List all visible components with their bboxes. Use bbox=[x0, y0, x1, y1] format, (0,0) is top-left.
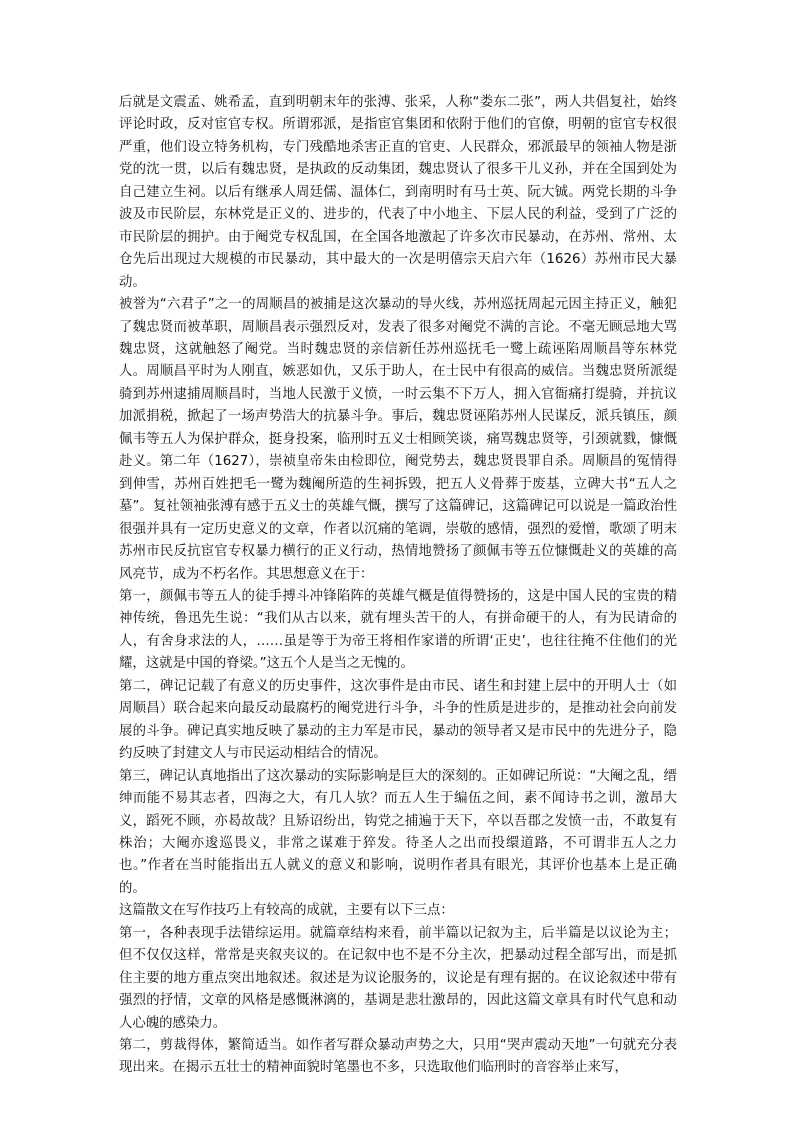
paragraph-point-two: 第二，碑记记载了有意义的历史事件，这次事件是由市民、诸生和封建上层中的开明人士（如周顺昌）联合起来向最反动最腐朽的阉党进行斗争，斗争的性质是进步的，是推动社会向前发展的斗争。碑记真实地反映了暴动的主力军是市民，暴动的领导者又是市民中的先进分子，隐约反映了封建文人与市民运动相结合的情况。 bbox=[119, 678, 677, 762]
paragraph-technique-two: 第二，剪裁得体，繁简适当。如作者写群众暴动声势之大，只用“哭声震动天地”一句就充分表现出来。在揭示五壮士的精神面貌时笔墨也不多，只选取他们临刑时的音容举止来写， bbox=[119, 1038, 677, 1076]
paragraph-point-one: 第一，颜佩韦等五人的徒手搏斗冲锋陷阵的英雄气概是值得赞扬的，这是中国人民的宝贵的精神传统，鲁迅先生说：“我们从古以来，就有埋头苦干的人，有拼命硬干的人，有为民请命的人，有舍身求法的人，……虽是等于为帝王将相作家谱的所谓‘正史’，也往往掩不住他们的光耀，这就是中国的脊梁。”这五个人是当之无愧的。 bbox=[119, 588, 677, 672]
document-body bbox=[119, 92, 677, 1080]
paragraph-point-three: 第三，碑记认真地指出了这次暴动的实际影响是巨大的深刻的。正如碑记所说：“大阉之乱，缙绅而能不易其志者，四海之大，有几人欤？而五人生于编伍之间，素不闻诗书之训，激昂大义，蹈死不顾，亦曷故哉？且矫诏纷出，钩党之捕遍于天下，卒以吾郡之发愤一击，不敢复有株治；大阉亦逡巡畏义，非常之谋难于猝发。待圣人之出而投缳道路，不可谓非五人之力也。”作者在当时能指出五人就义的意义和影响，说明作者具有眼光，其评价也基本上是正确的。 bbox=[119, 768, 677, 896]
paragraph-technique-one: 第一，各种表现手法错综运用。就篇章结构来看，前半篇以记叙为主，后半篇是以议论为主；但不仅仅这样，常常是夹叙夹议的。在记叙中也不是不分主次，把暴动过程全部写出，而是抓住主要的地方重点突出地叙述。叙述是为议论服务的，议论是有理有据的。在议论叙述中带有强烈的抒情，文章的风格是感慨淋漓的，基调是悲壮激昂的，因此这篇文章具有时代气息和动人心魄的感染力。 bbox=[119, 925, 677, 1031]
paragraph-incident: 被誉为“六君子”之一的周顺昌的被捕是这次暴动的导火线，苏州巡抚周起元因主持正义，触犯了魏忠贤而被革职，周顺昌表示强烈反对，发表了很多对阉党不满的言论。不毫无顾忌地大骂魏忠贤，这就触怒了阉党。当时魏忠贤的亲信新任苏州巡抚毛一鹭上疏诬陷周顺昌等东林党人。周顺昌平时为人刚直，嫉恶如仇，又乐于助人，在士民中有很高的威信。当魏忠贤所派缇骑到苏州逮捕周顺昌时，当地人民激于义愤，一时云集不下万人，拥入官衙痛打缇骑，并抗议加派捐税，掀起了一场声势浩大的抗暴斗争。事后，魏忠贤诬陷苏州人民谋反，派兵镇压，颜佩韦等五人为保护群众，挺身投案，临刑时五义士相顾笑谈，痛骂魏忠贤等，引颈就戮，慷慨赴义。第二年（1627），崇祯皇帝朱由检即位，阉党势去，魏忠贤畏罪自杀。周顺昌的冤情得到伸雪，苏州百姓把毛一鹭为魏阉所造的生祠拆毁，把五人义骨葬于废基，立碑大书“五人之墓”。复社领袖张溥有感于五义士的英雄气慨，撰写了这篇碑记，这篇碑记可以说是一篇政治性很强并具有一定历史意义的文章，作者以沉痛的笔调，崇敬的感情，强烈的爱憎，歌颂了明末苏州市民反抗宦官专权暴力横行的正义行动，热情地赞扬了颜佩韦等五位慷慨赴义的英雄的高风亮节，成为不朽名作。其思想意义在于： bbox=[119, 297, 677, 582]
paragraph-background: 后就是文震孟、姚希孟，直到明朝末年的张溥、张采，人称“娄东二张”，两人共倡复社，始终评论时政，反对宦官专权。所谓邪派，是指宦官集团和依附于他们的官僚，明朝的宦官专权很严重，他们设立特务机构，专门残酷地杀害正直的官吏、人民群众，邪派最早的领袖人物是浙党的沈一贯，以后有魏忠贤，是执政的反动集团，魏忠贤认了很多干儿义孙，并在全国到处为自己建立生祠。以后有继承人周廷儒、温体仁，到南明时有马士英、阮大铖。两党长期的斗争波及市民阶层，东林党是正义的、进步的，代表了中小地主、下层人民的利益，受到了广泛的市民阶层的拥护。由于阉党专权乱国，在全国各地激起了许多次市民暴动，在苏州、常州、太仓先后出现过大规模的市民暴动，其中最大的一次是明僖宗天启六年（1626）苏州市民大暴动。 bbox=[119, 95, 677, 290]
paragraph-technique-intro: 这篇散文在写作技巧上有较高的成就，主要有以下三点： bbox=[119, 903, 454, 919]
